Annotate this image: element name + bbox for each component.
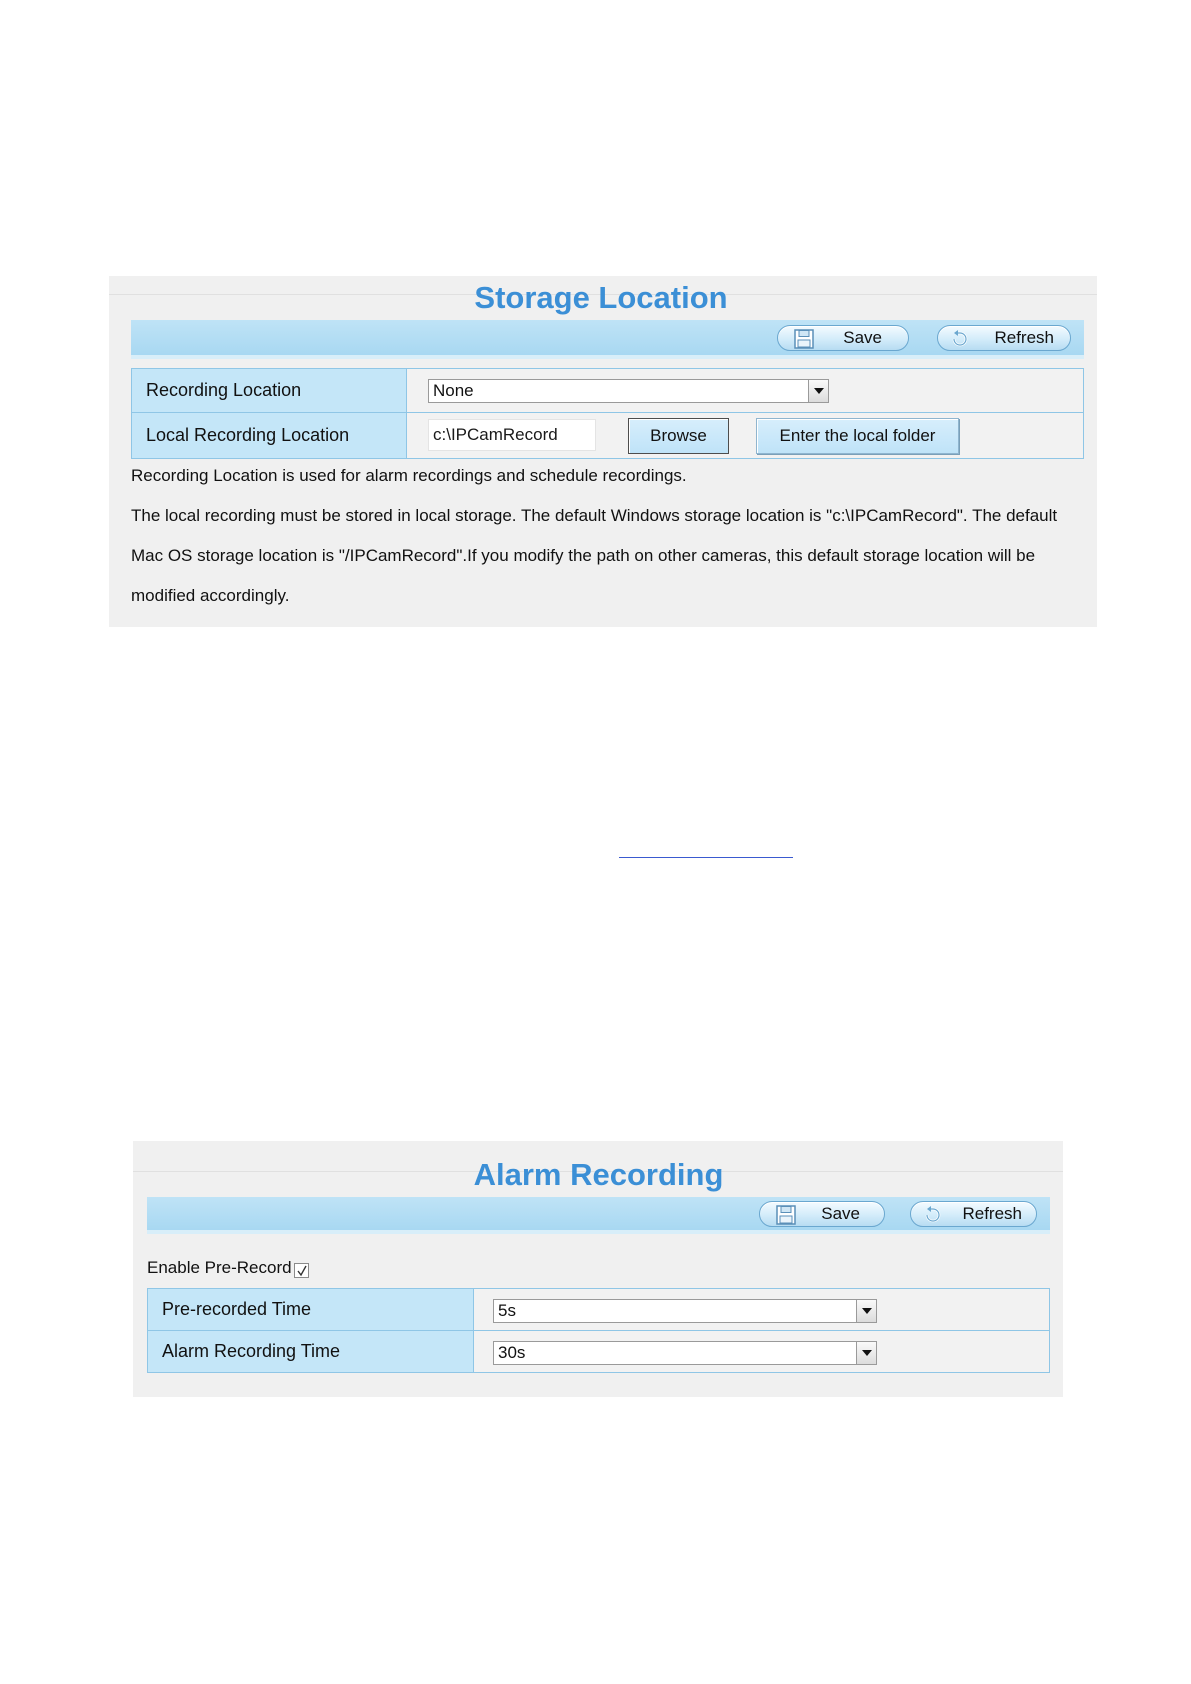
link-underline xyxy=(619,857,793,858)
recording-location-row xyxy=(132,369,1084,413)
alarm-recording-time-label: Alarm Recording Time xyxy=(148,1331,474,1373)
alarm-recording-time-cell xyxy=(474,1331,1050,1373)
prerecorded-time-row xyxy=(148,1289,1050,1331)
refresh-label: Refresh xyxy=(994,328,1054,347)
local-path-input[interactable] xyxy=(428,419,596,451)
save-label: Save xyxy=(843,328,882,347)
save-button[interactable] xyxy=(777,325,909,351)
prerecorded-time-label: Pre-recorded Time xyxy=(148,1289,474,1331)
prerecorded-time-select[interactable] xyxy=(493,1299,877,1323)
local-recording-location-cell xyxy=(407,413,1084,459)
alarm-recording-time-select[interactable] xyxy=(493,1341,877,1365)
alarm-recording-time-value: 30s xyxy=(498,1343,526,1362)
alarm-recording-panel xyxy=(133,1141,1063,1397)
refresh-label: Refresh xyxy=(962,1204,1022,1223)
save-label: Save xyxy=(821,1204,860,1223)
chevron-down-icon[interactable] xyxy=(856,1342,876,1364)
storage-location-title: Storage Location xyxy=(474,280,728,315)
chevron-down-icon[interactable] xyxy=(808,380,828,402)
enable-prerecord-checkbox[interactable] xyxy=(294,1263,309,1278)
recording-location-value: None xyxy=(433,381,474,400)
alarm-recording-time-row xyxy=(148,1331,1050,1373)
alarm-recording-title: Alarm Recording xyxy=(473,1157,724,1192)
local-recording-location-row xyxy=(132,413,1084,459)
enable-prerecord-label: Enable Pre-Record xyxy=(147,1258,292,1277)
browse-button[interactable]: Browse xyxy=(628,418,729,454)
local-recording-location-label: Local Recording Location xyxy=(132,413,407,459)
refresh-button[interactable] xyxy=(937,325,1071,351)
recording-location-select[interactable] xyxy=(428,379,829,403)
chevron-down-icon[interactable] xyxy=(856,1300,876,1322)
alarm-toolbar xyxy=(147,1197,1050,1234)
enter-local-folder-button[interactable]: Enter the local folder xyxy=(756,418,959,454)
storage-note-1: Recording Location is used for alarm recordings and schedule recordings. xyxy=(131,466,687,485)
prerecorded-time-cell xyxy=(474,1289,1050,1331)
alarm-form-table xyxy=(147,1288,1050,1373)
prerecorded-time-value: 5s xyxy=(498,1301,516,1320)
check-icon xyxy=(296,1265,308,1277)
storage-form-table xyxy=(131,368,1084,459)
refresh-button[interactable] xyxy=(910,1201,1037,1227)
recording-location-cell xyxy=(407,369,1084,413)
storage-note-3: Mac OS storage location is "/IPCamRecord".If you modify the path on other cameras, this default storage location will be xyxy=(131,546,1036,565)
storage-location-panel xyxy=(109,276,1097,627)
storage-note-2: The local recording must be stored in local storage. The default Windows storage location is "c:\IPCamRecord". The default xyxy=(131,506,1058,525)
storage-toolbar xyxy=(131,320,1084,359)
save-button[interactable] xyxy=(759,1201,885,1227)
storage-note-4: modified accordingly. xyxy=(131,586,290,605)
recording-location-label: Recording Location xyxy=(132,369,407,413)
local-path-value: c:\IPCamRecord xyxy=(433,425,558,444)
